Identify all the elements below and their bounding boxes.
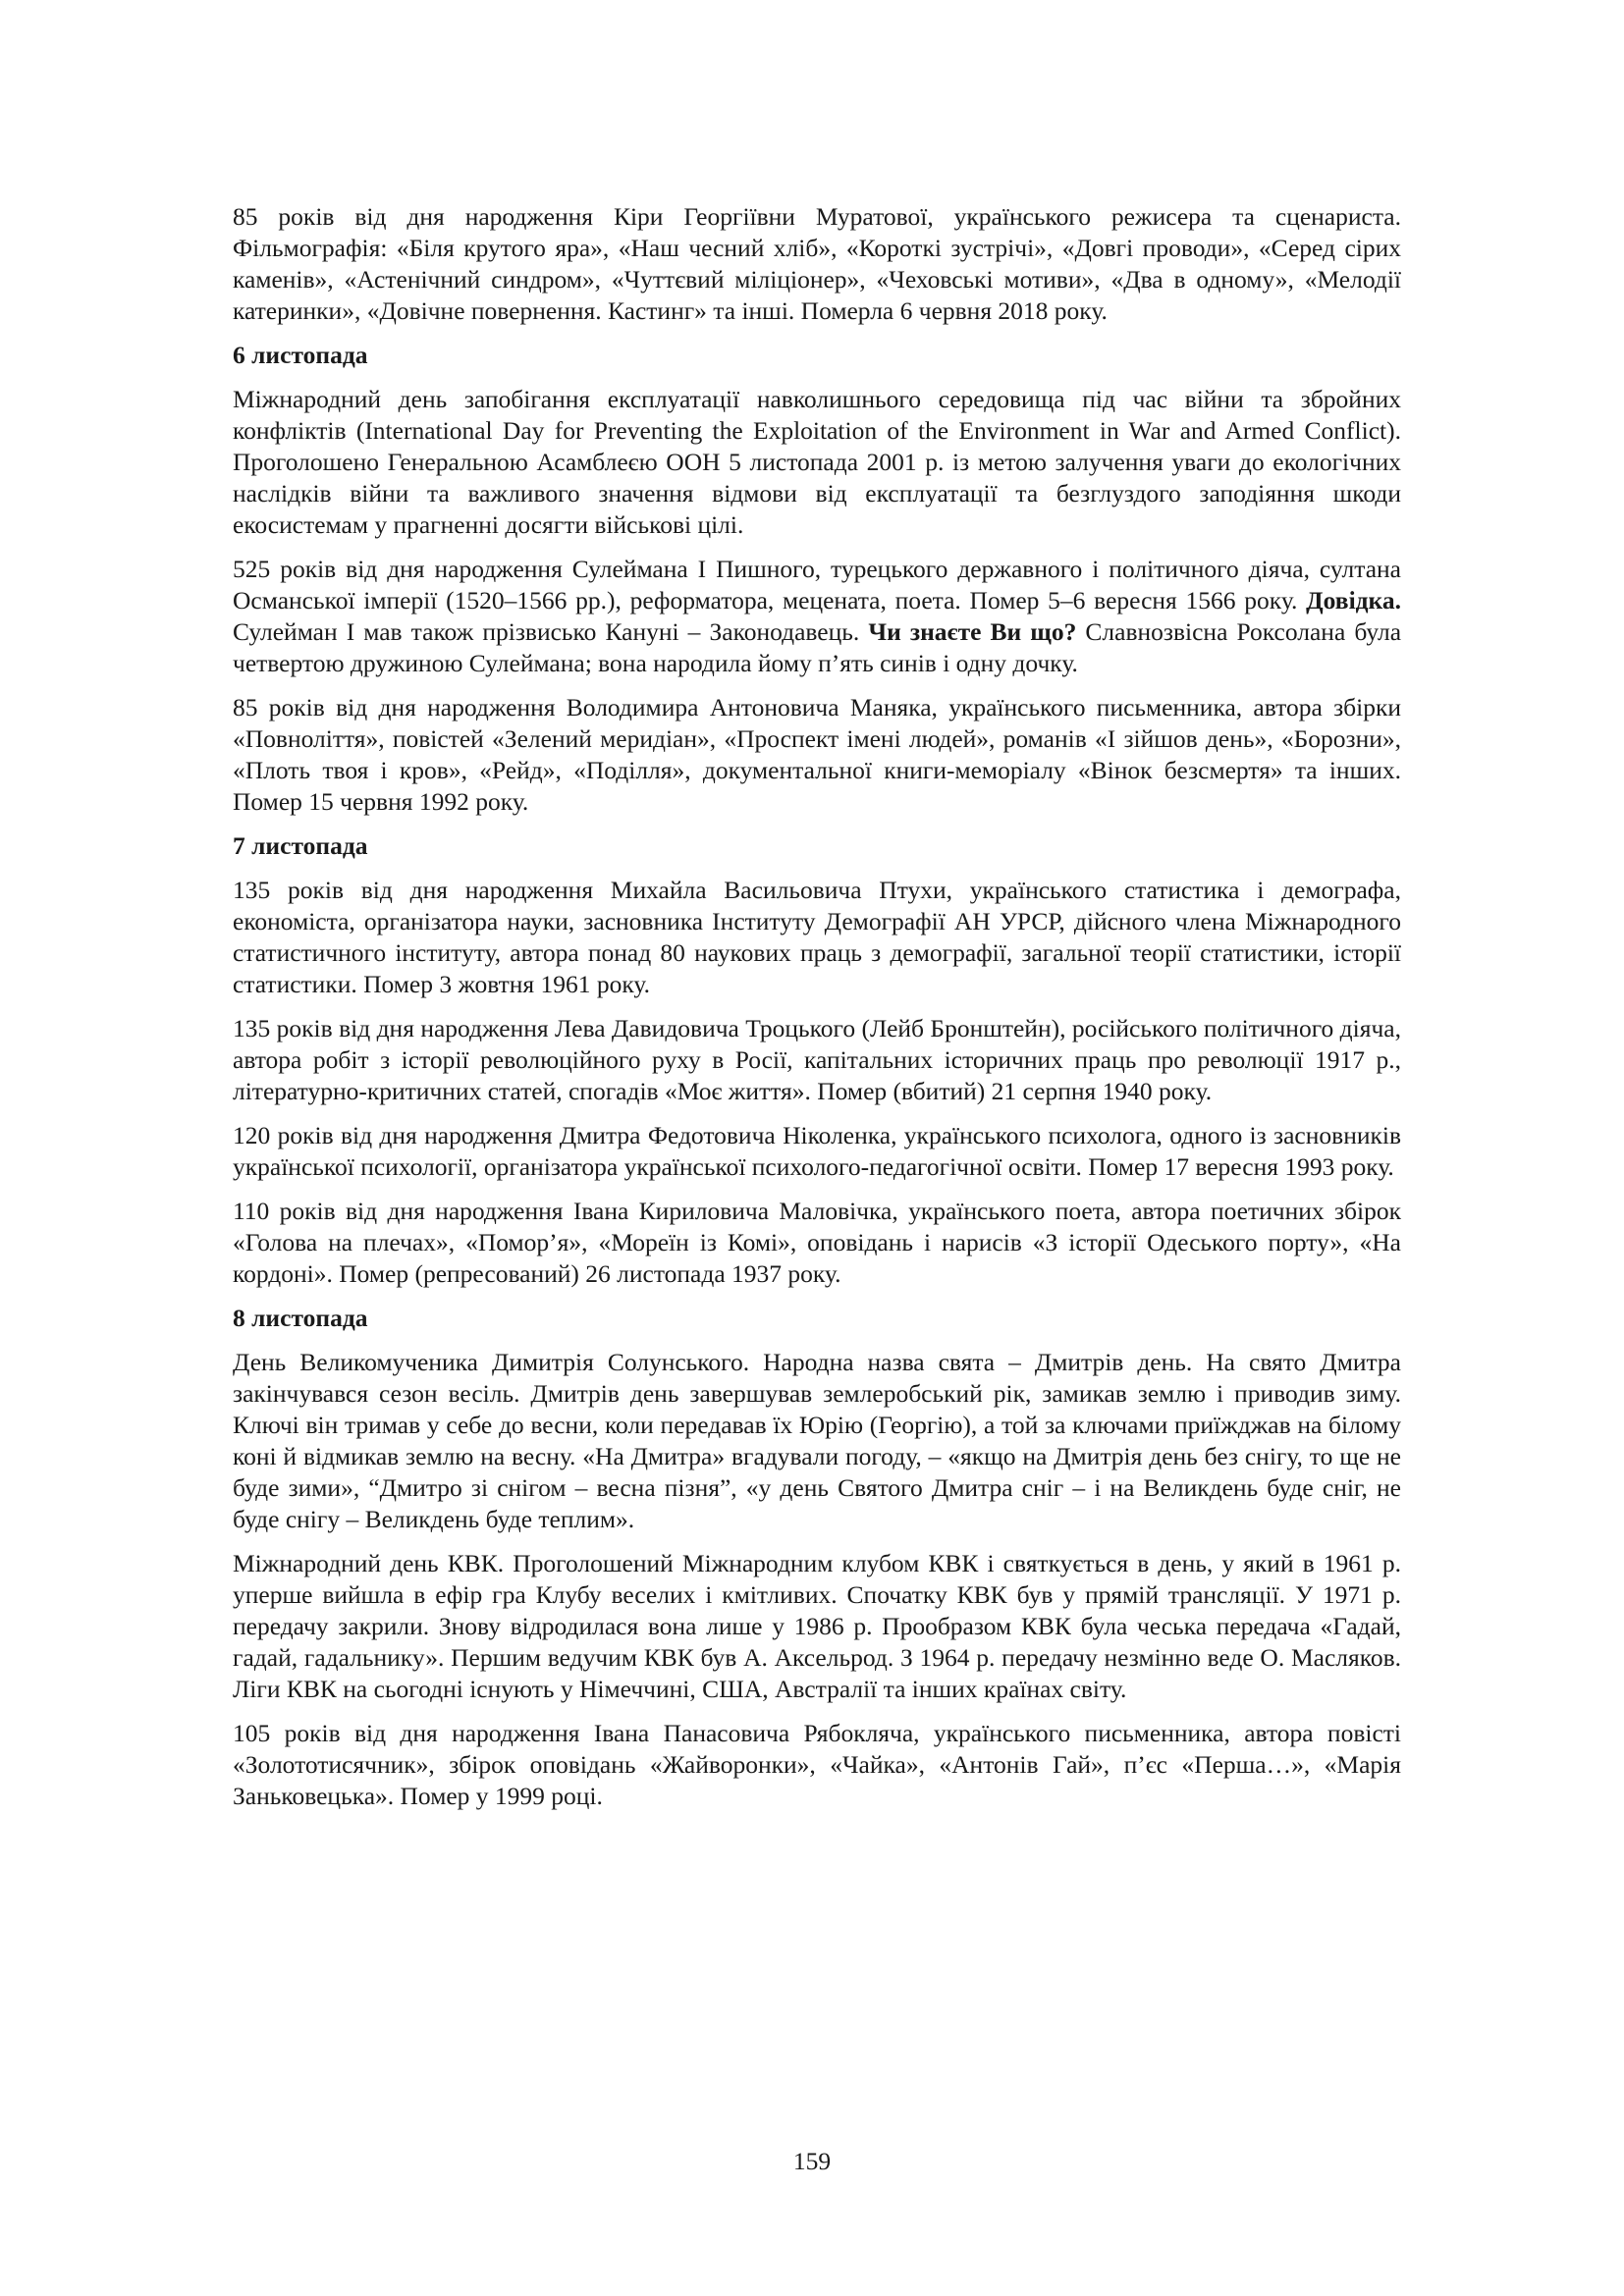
page-number: 159 <box>792 2147 832 2175</box>
paragraph-nikolenko: 120 років від дня народження Дмитра Федотовича Ніколенка, українського психолога, одного із засновників української психології, організатора української психолого-педагогічної освіти. Помер 17 вересня 1993 року. <box>233 1121 1401 1181</box>
paragraph-trotsky: 135 років від дня народження Лева Давидовича Троцького (Лейб Бронштейн), російського політичного діяча, автора робіт з історії революційного руху в Росії, капітальних історичних праць про революції 1917 р., літературно-критичних статей, спогадів «Моє життя». Помер (вбитий) 21 серпня 1940 року. <box>233 1014 1401 1105</box>
paragraph-ptukha: 135 років від дня народження Михайла Васильовича Птухи, українського статистика і демографа, економіста, організатора науки, засновника Інституту Демографії АН УРСР, дійсного члена Міжнародного статистичного інституту, автора понад 80 наукових праць з демографії, загальної теорії статистики, історії статистики. Помер 3 жовтня 1961 року. <box>233 876 1401 998</box>
paragraph-muratova: 85 років від дня народження Кіри Георгіївни Муратової, українського режисера та сценариста. Фільмографія: «Біля крутого яра», «Наш чесний хліб», «Короткі зустрічі», «Довгі проводи», «Серед сірих каменів», «Астенічний синдром», «Чуттєвий міліціонер», «Чеховські мотиви», «Два в одному», «Мелодії катеринки», «Довічне повернення. Кастинг» та інші. Померла 6 червня 2018 року. <box>233 202 1401 325</box>
paragraph-malovichko: 110 років від дня народження Івана Кириловича Маловічка, українського поета, автора поетичних збірок «Голова на плечах», «Помор’я», «Мореїн із Комі», оповідань і нарисів «З історії Одеського порту», «На кордоні». Помер (репресований) 26 листопада 1937 року. <box>233 1197 1401 1288</box>
suleiman-text-a: 525 років від дня народження Сулеймана I Пишного, турецького державного і політичного діяча, султана Османської імперії (1520–1566 рр.), реформатора, мецената, поета. Помер 5–6 вересня 1566 року. <box>233 555 1401 614</box>
suleiman-text-d: Славнозвісна Роксолана була четвертою дружиною Сулеймана; вона народила йому п’ять синів і одну дочку. <box>233 617 1402 677</box>
document-body <box>233 201 1401 1825</box>
date-heading-8-november: 8 листопада <box>233 1304 368 1332</box>
paragraph-environment-day: Міжнародний день запобігання експлуатації навколишнього середовища під час війни та збройних конфліктів (International Day for Preventing the Exploitation of the Environment in War and Armed Conflict). Проголошено Генеральною Асамблеєю ООН 5 листопада 2001 р. із метою залучення уваги до екологічних наслідків війни та важливого значення відмови від експлуатації та безглуздого заподіяння шкоди екосистемам у прагненні досягти військові цілі. <box>233 385 1401 539</box>
date-heading-6-november: 6 листопада <box>233 341 368 369</box>
paragraph-kvk-day: Міжнародний день КВК. Проголошений Міжнародним клубом КВК і святкується в день, у який в 1961 р. уперше вийшла в ефір гра Клубу веселих і кмітливих. Спочатку КВК був у прямій трансляції. У 1971 р. передачу закрили. Знову відродилася вона лише у 1986 р. Прообразом КВК була чеська передача «Гадай, гадай, гадальнику». Першим ведучим КВК був А. Аксельрод. З 1964 р. передачу незмінно веде О. Масляков. Ліги КВК на сьогодні існують у Німеччині, США, Австралії та інших країнах світу. <box>233 1549 1401 1703</box>
suleiman-text-c: Сулейман I мав також прізвисько Кануні – Законодавець. <box>233 617 860 646</box>
paragraph-suleiman <box>233 554 1401 679</box>
paragraph-dmytriv-day: День Великомученика Димитрія Солунського. Народна назва свята – Дмитрів день. На свято Дмитра закінчувався сезон весіль. Дмитрів день завершував землеробський рік, замикав землю і приводив зиму. Ключі він тримав у себе до весни, коли передавав їх Юрію (Георгію), а той за ключами приїжджав на білому коні й відмикав землю на весну. «На Дмитра» вгадували погоду, – «якщо на Дмитрія день без снігу, то ще не буде зими», “Дмитро зі снігом – весна пізня”, «у день Святого Дмитра сніг – і на Великдень буде сніг, не буде снігу – Великдень буде теплим». <box>233 1348 1401 1533</box>
paragraph-maniak: 85 років від дня народження Володимира Антоновича Маняка, українського письменника, автора збірки «Повноліття», повістей «Зелений меридіан», «Проспект імені людей», романів «І зійшов день», «Борозни», «Плоть твоя і кров», «Рейд», «Поділля», документальної книги-меморіалу «Вінок безсмертя» та інших. Помер 15 червня 1992 року. <box>233 693 1401 816</box>
paragraph-riabokliach: 105 років від дня народження Івана Панасовича Рябокляча, українського письменника, автора повісті «Золототисячник», збірок оповідань «Жайворонки», «Чайка», «Антонів Гай», п’єс «Перша…», «Марія Заньковецька». Помер у 1999 році. <box>233 1719 1401 1810</box>
suleiman-note-label: Довідка. <box>1306 586 1401 614</box>
date-heading-7-november: 7 листопада <box>233 831 368 860</box>
suleiman-question-label: Чи знаєте Ви що? <box>868 617 1077 646</box>
